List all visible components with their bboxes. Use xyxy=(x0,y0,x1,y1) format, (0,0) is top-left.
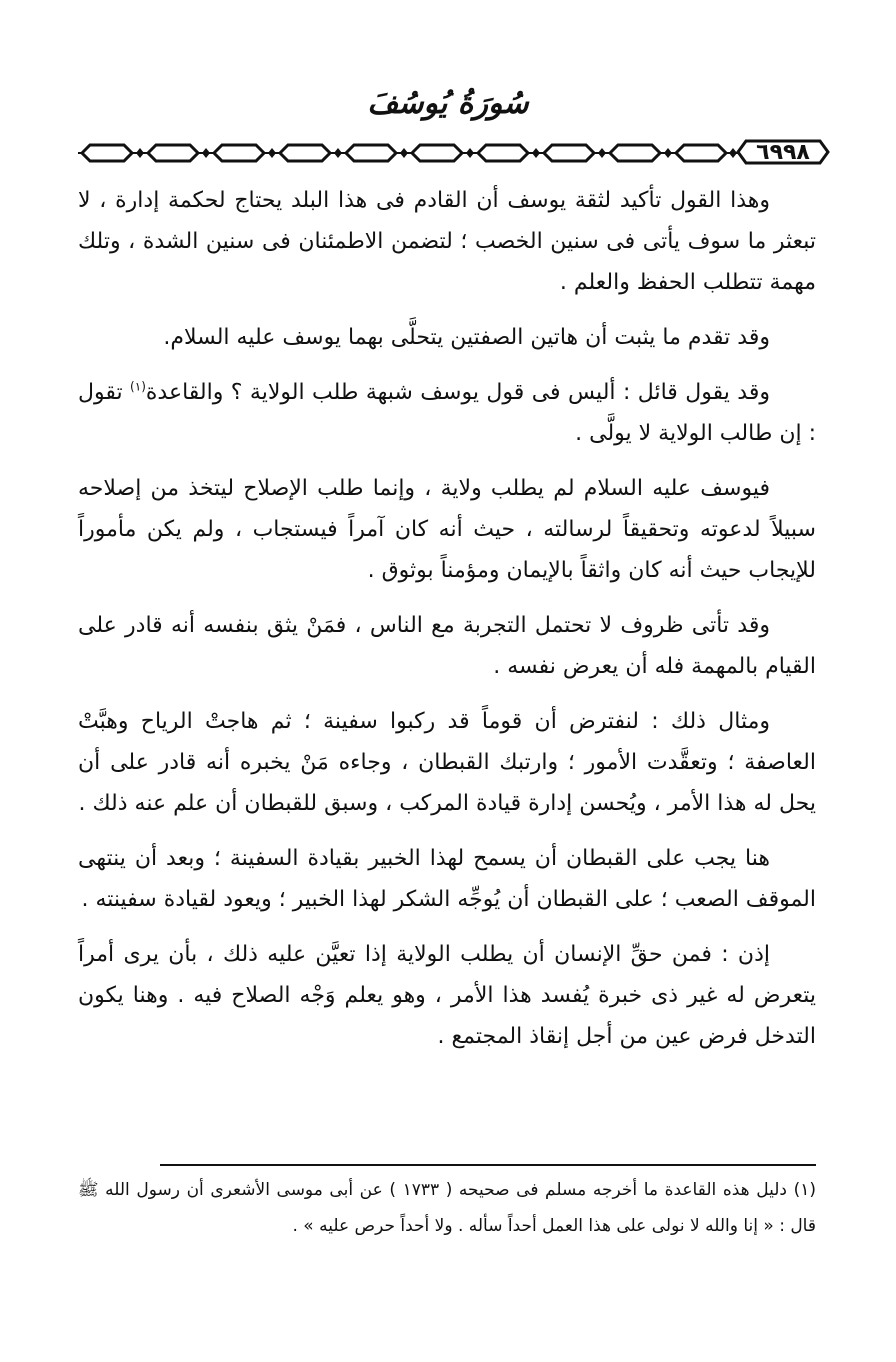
footnote-marker[interactable]: (١) xyxy=(130,379,146,394)
paragraph: وهذا القول تأكيد لثقة يوسف أن القادم فى هذا البلد يحتاج لحكمة إدارة ، لا تبعثر ما سوف يأتى فى سنين الخصب ؛ لتضمن الاطمئنان فى سنين الشدة ، وتلك مهمة تتطلب الحفظ والعلم . xyxy=(78,188,816,295)
ornamental-border xyxy=(78,140,738,166)
footnote: (١) دليل هذه القاعدة ما أخرجه مسلم فى صحيحه ( ١٧٣٣ ) عن أبى موسى الأشعرى أن رسول الله ﷺ قال : « إنا والله لا نولى على هذا العمل أحداً سأله . ولا أحداً حرص عليه » . xyxy=(78,1180,816,1236)
paragraph: هنا يجب على القبطان أن يسمح لهذا الخبير بقيادة السفينة ؛ وبعد أن ينتهى الموقف الصعب ؛ على القبطان أن يُوجِّه الشكر لهذا الخبير ؛ ويعود لقيادة سفينته . xyxy=(78,846,816,912)
paragraph: إذن : فمن حقِّ الإنسان أن يطلب الولاية إذا تعيَّن عليه ذلك ، بأن يرى أمراً يتعرض له غير ذى خبرة يُفسد هذا الأمر ، وهو يعلم وَجْه الصلاح فيه . وهنا يكون التدخل فرض عين من أجل إنقاذ المجتمع . xyxy=(78,942,816,1049)
paragraph: ومثال ذلك : لنفترض أن قوماً قد ركبوا سفينة ؛ ثم هاجتْ الرياح وهبَّتْ العاصفة ؛ وتعقَّدت الأمور ؛ وارتبك القبطان ، وجاءه مَنْ يخبره أنه قادر على أن يحل له هذا الأمر ، ويُحسن إدارة قيادة المركب ، وسبق للقبطان أن علم عنه ذلك . xyxy=(78,709,816,816)
paragraph: وقد تأتى ظروف لا تحتمل التجربة مع الناس ، فمَنْ يثق بنفسه أنه قادر على القيام بالمهمة فله أن يعرض نفسه . xyxy=(78,613,816,679)
paragraph-text: وقد يقول قائل : أليس فى قول يوسف شبهة طلب الولاية ؟ والقاعدة xyxy=(145,380,770,405)
paragraph-text: تقول : إن طالب الولاية لا يولَّى . xyxy=(78,380,816,446)
paragraph: وقد تقدم ما يثبت أن هاتين الصفتين يتحلَّى بهما يوسف عليه السلام. xyxy=(163,325,770,350)
page-number: ٦٩٩٨ xyxy=(756,139,810,165)
main-text xyxy=(78,180,816,1071)
paragraph xyxy=(78,372,816,454)
paragraph: فيوسف عليه السلام لم يطلب ولاية ، وإنما طلب الإصلاح ليتخذ من إصلاحه سبيلاً لدعوته وتحقيقاً لرسالته ، حيث أنه كان آمراً فيستجاب ، ولم يكن مأموراً للإيجاب حيث أنه كان واثقاً بالإيمان ومؤمناً بوثوق . xyxy=(78,476,816,583)
surah-title: سُورَةُ يُوسُفَ xyxy=(367,86,529,121)
footnote-divider xyxy=(160,1164,816,1166)
